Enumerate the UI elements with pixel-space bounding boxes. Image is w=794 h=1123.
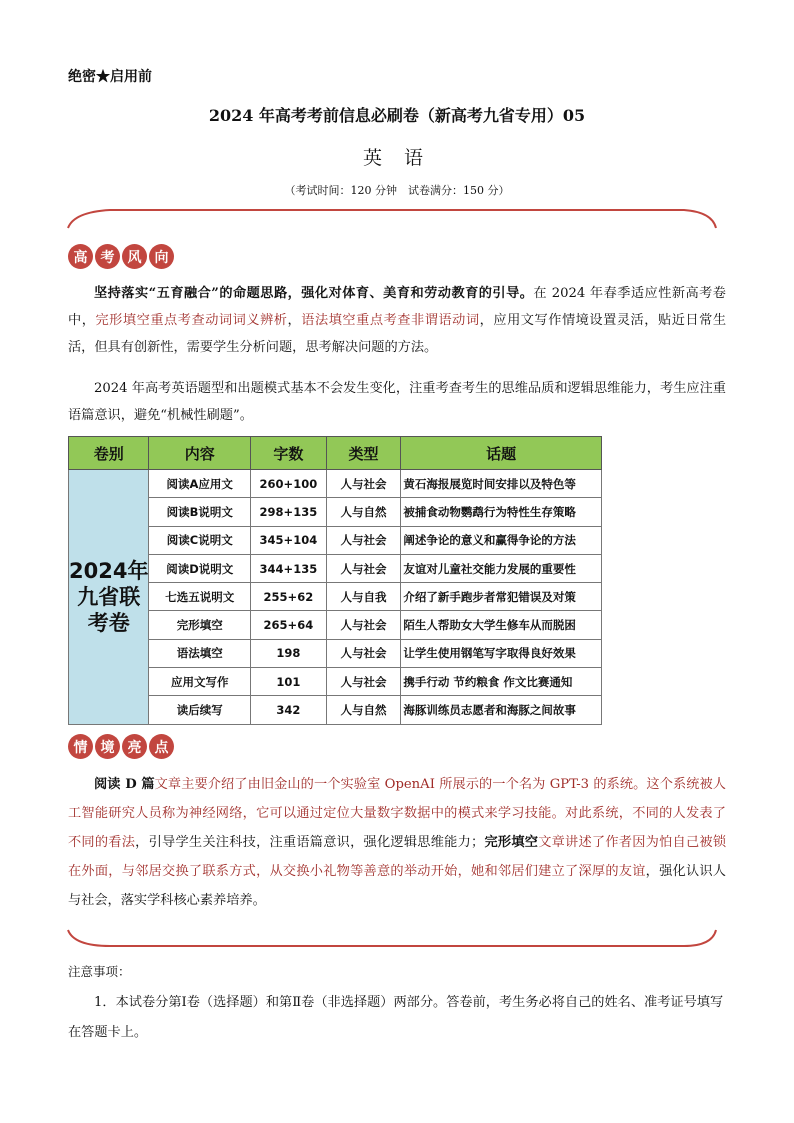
cell-topic: 让学生使用钢笔写字取得良好效果 <box>401 639 602 667</box>
table-row <box>69 470 602 498</box>
col-header: 话题 <box>401 437 602 470</box>
cell-topic: 被捕食动物鹦鹉行为特性生存策略 <box>401 498 602 526</box>
cell-words: 260+100 <box>251 470 327 498</box>
badge-char: 亮 <box>122 734 147 759</box>
table-row <box>69 668 602 696</box>
trend-badge <box>68 244 174 269</box>
table-row <box>69 498 602 526</box>
cell-words: 345+104 <box>251 526 327 554</box>
notes-heading: 注意事项： <box>68 964 131 979</box>
col-header: 类型 <box>326 437 401 470</box>
table-row <box>69 696 602 724</box>
cell-content: 应用文写作 <box>149 668 251 696</box>
trend-paragraph-2: 2024 年高考英语题型和出题模式基本不会发生变化，注重考查考生的思维品质和逻辑思维能力，考生应注重语篇意识，避免“机械性刷题”。 <box>68 381 726 423</box>
exam-info: （考试时间：120 分钟 试卷满分：150 分） <box>284 184 510 197</box>
cell-topic: 黄石海报展览时间安排以及特色等 <box>401 470 602 498</box>
cell-type: 人与社会 <box>326 668 401 696</box>
table-row <box>69 554 602 582</box>
cell-type: 人与自然 <box>326 696 401 724</box>
cell-content: 阅读B说明文 <box>149 498 251 526</box>
table-header-row <box>69 437 602 470</box>
cell-words: 298+135 <box>251 498 327 526</box>
exam-title: 2024 年高考考前信息必刷卷（新高考九省专用）05 <box>208 106 586 125</box>
cell-content: 读后续写 <box>149 696 251 724</box>
cell-content: 阅读C说明文 <box>149 526 251 554</box>
cell-type: 人与社会 <box>326 554 401 582</box>
highlight-badge <box>68 734 174 759</box>
cell-type: 人与社会 <box>326 526 401 554</box>
cell-type: 人与社会 <box>326 470 401 498</box>
col-header: 卷别 <box>69 437 149 470</box>
cell-topic: 阐述争论的意义和赢得争论的方法 <box>401 526 602 554</box>
cell-words: 265+64 <box>251 611 327 639</box>
table-row <box>69 526 602 554</box>
col-header: 内容 <box>149 437 251 470</box>
cell-words: 101 <box>251 668 327 696</box>
cell-type: 人与社会 <box>326 639 401 667</box>
cell-topic: 海豚训练员志愿者和海豚之间故事 <box>401 696 602 724</box>
cell-words: 344+135 <box>251 554 327 582</box>
subject-title: 英 语 <box>362 147 432 169</box>
cell-content: 阅读D说明文 <box>149 554 251 582</box>
cell-content: 阅读A应用文 <box>149 470 251 498</box>
badge-char: 情 <box>68 734 93 759</box>
cell-words: 255+62 <box>251 583 327 611</box>
exam-summary-table <box>68 436 602 725</box>
badge-char: 高 <box>68 244 93 269</box>
badge-char: 点 <box>149 734 174 759</box>
badge-char: 考 <box>95 244 120 269</box>
table-row <box>69 611 602 639</box>
cell-type: 人与社会 <box>326 611 401 639</box>
col-header: 字数 <box>251 437 327 470</box>
table-row <box>69 583 602 611</box>
highlight-paragraph: 阅读 D 篇文章主要介绍了由旧金山的一个实验室 OpenAI 所展示的一个名为 GPT-3 的系统。这个系统被人工智能研究人员称为神经网络，它可以通过定位大量数字数据中的模式来学习技能。对此系统，不同的人发表了不同的看法，引导学生关注科技，注重语篇意识，强化逻辑思维能力；完形填空文章讲述了作者因为怕自己被锁在外面，与邻居交换了联系方式，从交换小礼物等善意的举动开始，她和邻居们建立了深厚的友谊，强化认识人与社会，落实学科核心素养培养。 <box>68 777 727 908</box>
badge-char: 向 <box>149 244 174 269</box>
cell-topic: 携手行动 节约粮食 作文比赛通知 <box>401 668 602 696</box>
cell-topic: 友谊对儿童社交能力发展的重要性 <box>401 554 602 582</box>
cell-type: 人与自然 <box>326 498 401 526</box>
table-row <box>69 639 602 667</box>
cell-words: 198 <box>251 639 327 667</box>
cell-topic: 陌生人帮助女大学生修车从而脱困 <box>401 611 602 639</box>
badge-char: 境 <box>95 734 120 759</box>
cell-content: 七选五说明文 <box>149 583 251 611</box>
year-cell: 2024年 九省联 考卷 <box>69 470 149 725</box>
cell-content: 完形填空 <box>149 611 251 639</box>
note-item-1: 1．本试卷分第Ⅰ卷（选择题）和第Ⅱ卷（非选择题）两部分。答卷前，考生务必将自己的姓名、准考证号填写在答题卡上。 <box>68 995 724 1040</box>
cell-words: 342 <box>251 696 327 724</box>
confidential-label: 绝密★启用前 <box>68 69 152 85</box>
trend-paragraph-1: 坚持落实“五育融合”的命题思路，强化对体育、美育和劳动教育的引导。在 2024 年春季适应性新高考卷中，完形填空重点考查动词词义辨析，语法填空重点考查非谓语动词，应用文写作情境设置灵活，贴近日常生活，但具有创新性，需要学生分析问题，思考解决问题的方法。 <box>68 286 727 355</box>
cell-type: 人与自我 <box>326 583 401 611</box>
cell-topic: 介绍了新手跑步者常犯错误及对策 <box>401 583 602 611</box>
badge-char: 风 <box>122 244 147 269</box>
cell-content: 语法填空 <box>149 639 251 667</box>
